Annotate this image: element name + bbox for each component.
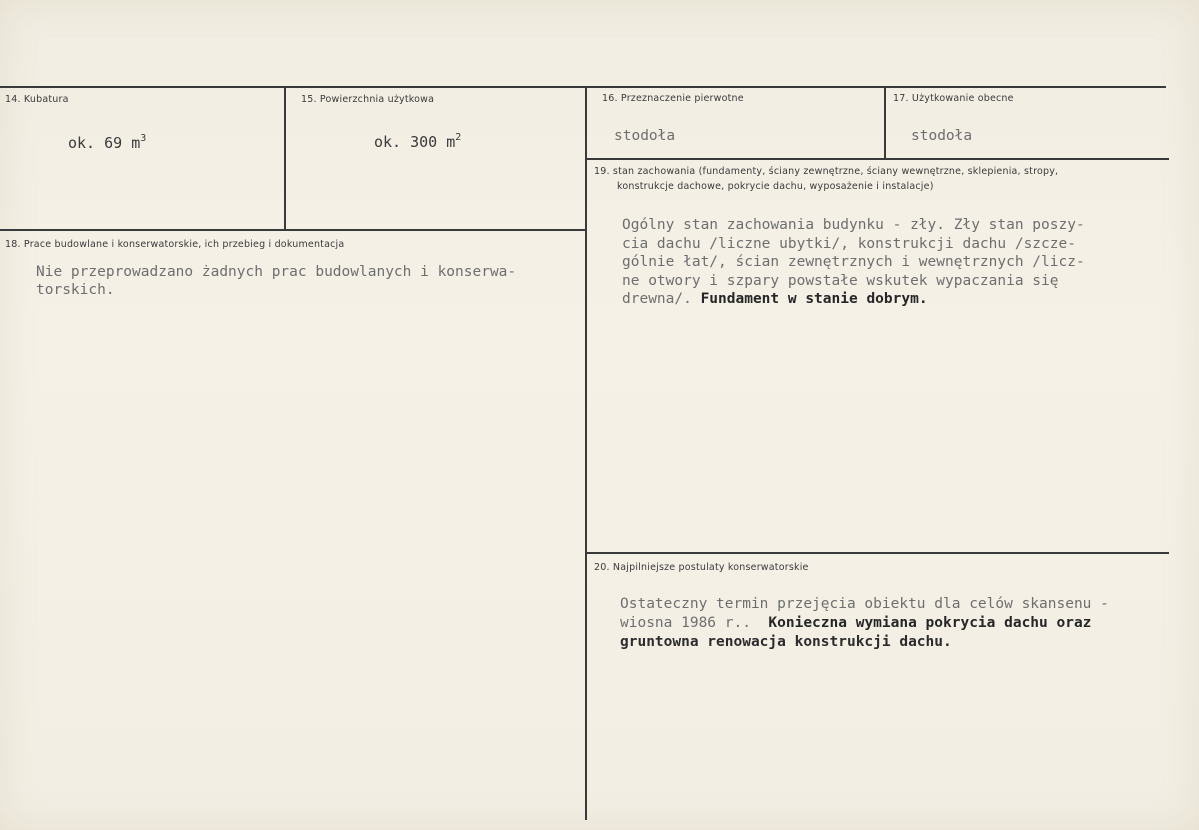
field-15-label: 15. Powierzchnia użytkowa — [301, 94, 435, 105]
field-19-line-5 — [622, 290, 928, 309]
field-14-unit-exponent: 3 — [140, 133, 147, 144]
top-rule — [0, 86, 1166, 88]
field-15-value — [374, 129, 461, 152]
field-14-value-text: ok. 69 m — [68, 134, 141, 152]
field-20-line-2 — [620, 614, 1091, 633]
field-15-value-text: ok. 300 m — [374, 133, 456, 151]
field-19-line-4: ne otwory i szpary powstałe wskutek wypaczania się — [622, 272, 1059, 289]
field-19-line-3: gólnie łat/, ścian zewnętrznych i wewnętrznych /licz- — [622, 254, 1085, 270]
rule-below-14-15 — [0, 229, 587, 231]
field-19-line-2: cia dachu /liczne ubytki/, konstrukcji dachu /szcze- — [622, 235, 1076, 252]
field-20-line-2-start: wiosna 1986 r.. — [620, 615, 751, 631]
rule-below-19 — [587, 552, 1169, 554]
field-17-label: 17. Użytkowanie obecne — [893, 93, 1014, 104]
field-14-value — [68, 130, 146, 153]
field-20-line-3: gruntowna renowacja konstrukcji dachu. — [620, 634, 952, 650]
field-19-line-5-emphasis: Fundament w stanie dobrym. — [691, 291, 928, 307]
field-20-line-1: Ostateczny termin przejęcia obiektu dla celów skansenu - — [620, 596, 1109, 612]
field-18-line-1: Nie przeprowadzano żadnych prac budowlanych i konserwa- — [36, 264, 517, 280]
field-16-label: 16. Przeznaczenie pierwotne — [602, 93, 744, 104]
field-18-line-2: torskich. — [36, 282, 115, 298]
field-19-line-1: Ogólny stan zachowania budynku - zły. Zły stan poszy- — [622, 217, 1085, 233]
divider-left-right — [585, 86, 587, 820]
field-14-label: 14. Kubatura — [5, 94, 69, 105]
field-16-value: stodoła — [614, 128, 676, 144]
field-20-label: 20. Najpilniejsze postulaty konserwatorskie — [594, 562, 809, 573]
field-20-line-2-emphasis: Konieczna wymiana pokrycia dachu oraz — [750, 615, 1092, 631]
field-19-line-5-start: drewna/. — [622, 291, 692, 307]
field-19-label-line-2: konstrukcje dachowe, pokrycie dachu, wyposażenie i instalacje) — [617, 181, 934, 192]
field-19-label-line-1: 19. stan zachowania (fundamenty, ściany zewnętrzne, ściany wewnętrzne, sklepienia, stropy, — [594, 166, 1059, 177]
divider-14-15 — [284, 86, 286, 231]
field-18-label: 18. Prace budowlane i konserwatorskie, ich przebieg i dokumentacja — [5, 239, 345, 250]
divider-16-17 — [884, 86, 886, 158]
rule-below-16-17 — [585, 158, 1169, 160]
field-15-unit-exponent: 2 — [455, 132, 462, 143]
field-17-value: stodoła — [911, 128, 973, 144]
